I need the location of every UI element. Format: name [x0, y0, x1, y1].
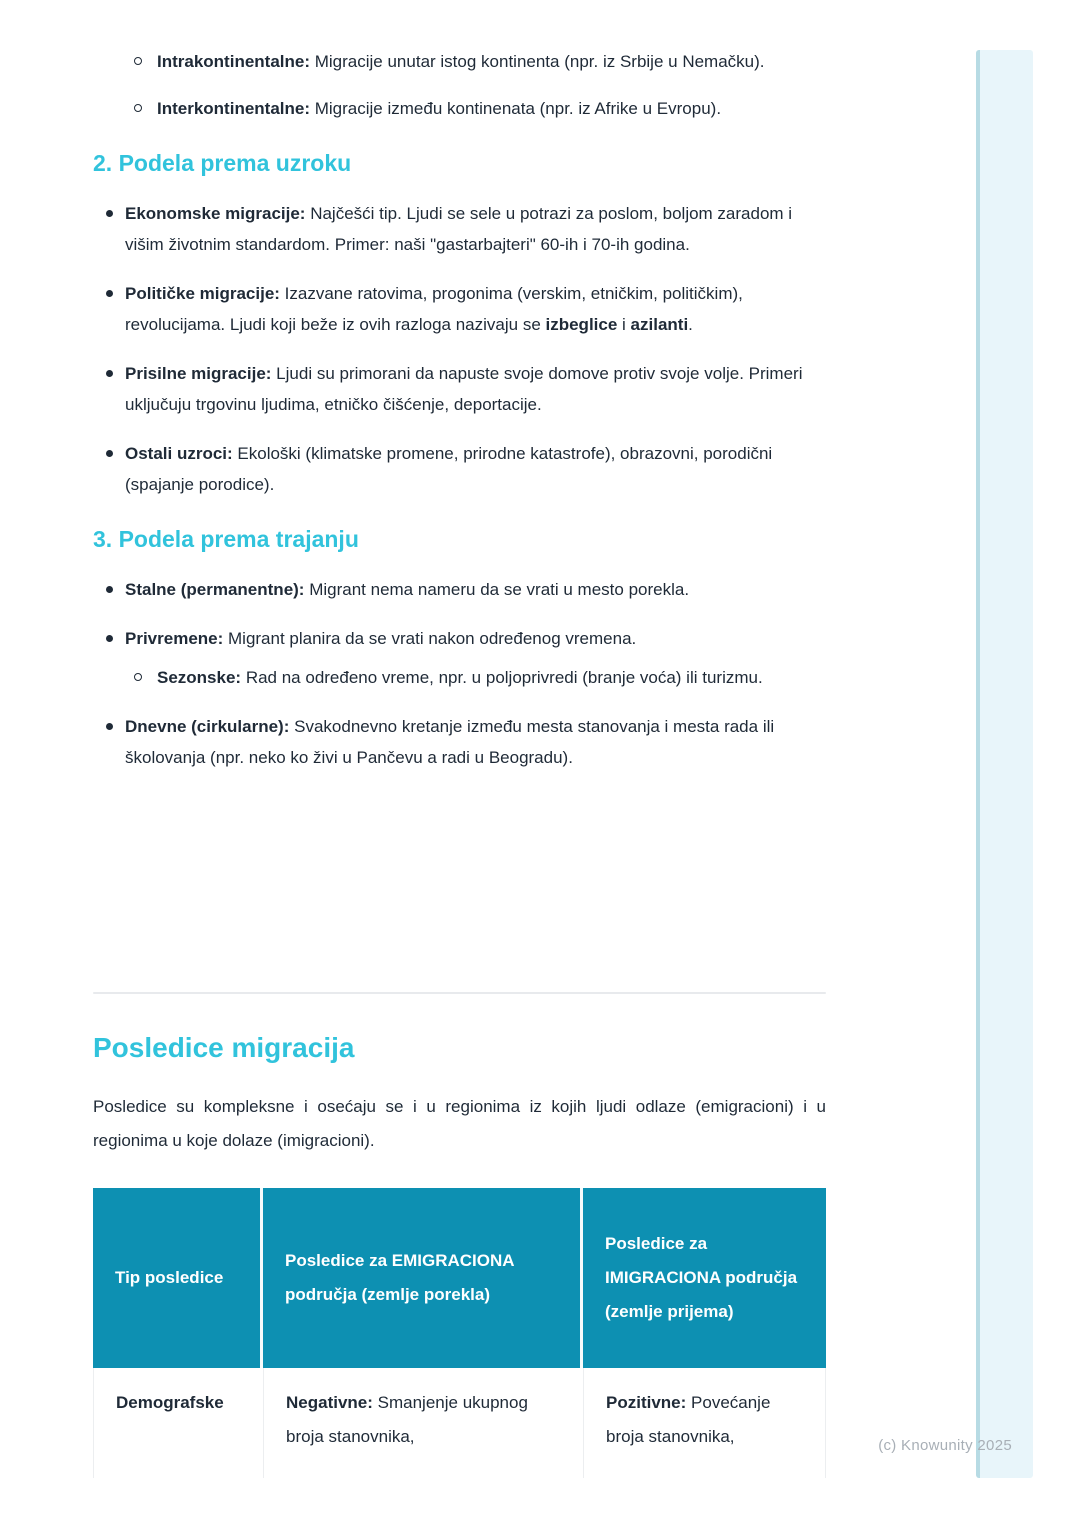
list-item	[93, 358, 826, 420]
bold-text: Političke migracije:	[125, 284, 280, 303]
bold-text: azilanti	[630, 315, 689, 334]
cell-row-label	[93, 1368, 263, 1478]
bold-text: Pozitivne:	[606, 1393, 687, 1412]
text: .	[688, 315, 693, 334]
bold-text: Interkontinentalne:	[157, 99, 311, 118]
bold-text: izbeglice	[545, 315, 618, 334]
section-heading-trajanje: 3. Podela prema trajanju	[93, 526, 359, 552]
migration-scope-list	[125, 46, 826, 124]
text: Ekološki (klimatske promene, prirodne katastrofe), obrazovni, porodični (spajanje porodice).	[125, 444, 773, 494]
text: Smanjenje ukupnog broja stanovnika,	[286, 1393, 528, 1446]
list-item	[93, 198, 826, 260]
cell-emigraciona	[263, 1368, 583, 1478]
bold-text: Privremene:	[125, 629, 224, 648]
table-row	[93, 1368, 826, 1478]
bold-text: Stalne (permanentne):	[125, 580, 305, 599]
duration-types-list	[93, 574, 826, 773]
text: Ljudi su primorani da napuste svoje domove protiv svoje volje. Primeri uključuju trgovinu ljudima, etničko čišćenje, deportacije.	[125, 364, 803, 414]
text: Migrant planira da se vrati nakon određenog vremena.	[223, 629, 637, 648]
list-item	[93, 623, 826, 693]
section-divider	[93, 992, 826, 994]
nested-list	[125, 662, 826, 693]
column-header-tip: Tip posledice	[93, 1188, 263, 1368]
bold-text: Ekonomske migracije:	[125, 204, 306, 223]
text: i	[617, 315, 631, 334]
text: Rad na određeno vreme, npr. u poljoprivredi (branje voća) ili turizmu.	[241, 668, 763, 687]
column-header-emigraciona: Posledice za EMIGRACIONA područja (zemlje porekla)	[263, 1188, 583, 1368]
text: Najčešći tip. Ljudi se sele u potrazi za poslom, boljom zaradom i višim životnim standardom. Primer: naši "gastarbajteri" 60-ih i 70-ih godina.	[125, 204, 793, 254]
consequences-intro-paragraph: Posledice su kompleksne i osećaju se i u regionima iz kojih ljudi odlaze (emigracioni) i u regionima u koje dolaze (imigracioni).	[93, 1097, 826, 1150]
cause-types-list	[93, 198, 826, 500]
bold-text: Sezonske:	[157, 668, 242, 687]
text: Migrant nema nameru da se vrati u mesto porekla.	[304, 580, 690, 599]
list-item	[93, 278, 826, 340]
copyright-watermark: (c) Knowunity 2025	[878, 1437, 1012, 1454]
cell-imigraciona	[583, 1368, 826, 1478]
consequences-heading: Posledice migracija	[93, 1032, 355, 1063]
decorative-right-bar	[976, 50, 1033, 1478]
bold-text: Intrakontinentalne:	[157, 52, 311, 71]
section-heading-uzrok: 2. Podela prema uzroku	[93, 150, 352, 176]
text: Povećanje broja stanovnika,	[606, 1393, 771, 1446]
bold-text: Dnevne (cirkularne):	[125, 717, 290, 736]
list-item	[93, 438, 826, 500]
table-header-row	[93, 1188, 826, 1368]
list-item	[93, 711, 826, 773]
text: Migracije između kontinenata (npr. iz Afrike u Evropu).	[310, 99, 722, 118]
text: Migracije unutar istog kontinenta (npr. iz Srbije u Nemačku).	[310, 52, 765, 71]
bold-text: Ostali uzroci:	[125, 444, 233, 463]
consequences-table	[93, 1188, 826, 1478]
document-page	[93, 0, 826, 1446]
column-header-imigraciona: Posledice za IMIGRACIONA područja (zemlje prijema)	[583, 1188, 826, 1368]
text: Svakodnevno kretanje između mesta stanovanja i mesta rada ili školovanja (npr. neko ko živi u Pančevu a radi u Beogradu).	[125, 717, 775, 767]
list-item	[125, 93, 826, 124]
bold-text: Demografske	[116, 1393, 224, 1412]
list-item	[125, 662, 826, 693]
bold-text: Prisilne migracije:	[125, 364, 272, 383]
list-item	[93, 574, 826, 605]
list-item	[125, 46, 826, 77]
bold-text: Negativne:	[286, 1393, 373, 1412]
text: Izazvane ratovima, progonima (verskim, etničkim, političkim), revolucijama. Ljudi koji beže iz ovih razloga nazivaju se	[125, 284, 743, 334]
